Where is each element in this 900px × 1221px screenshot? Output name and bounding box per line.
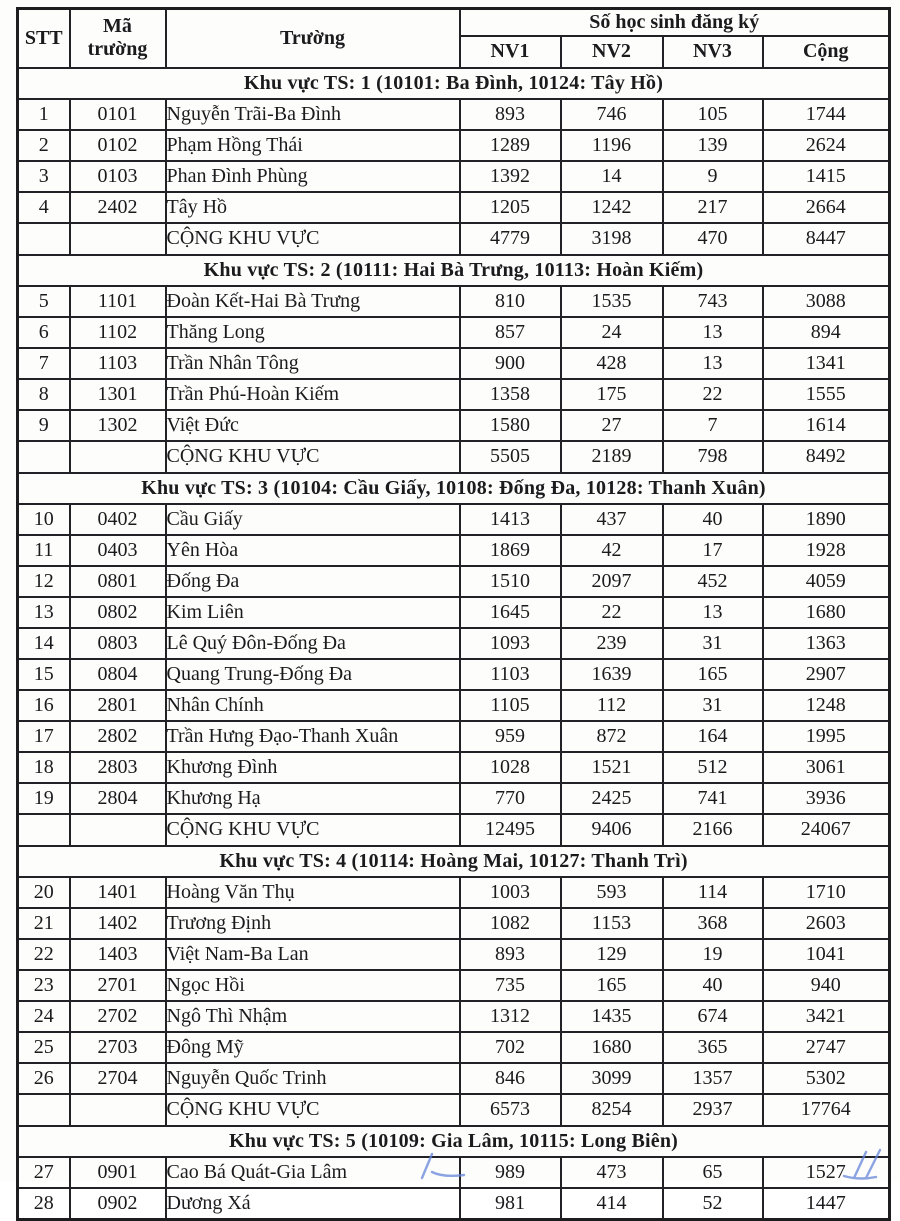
school-code-cell: 0902: [70, 1188, 166, 1220]
section-title: Khu vực TS: 4 (10114: Hoàng Mai, 10127: Thanh Trì): [18, 846, 890, 877]
nv2-cell: 42: [561, 535, 663, 566]
school-code-cell: 1403: [70, 939, 166, 970]
nv3-cell: 13: [663, 348, 763, 379]
nv2-cell: 1242: [561, 192, 663, 223]
table-row: [18, 286, 890, 317]
stt-cell: 4: [18, 192, 70, 223]
nv2-cell: 165: [561, 970, 663, 1001]
table-row: [18, 1032, 890, 1063]
table-body: [18, 68, 890, 1220]
stt-cell: 28: [18, 1188, 70, 1220]
table-row: [18, 348, 890, 379]
nv1-cell: 770: [460, 783, 561, 814]
nv2-cell: 872: [561, 721, 663, 752]
table-row: [18, 1001, 890, 1032]
stt-cell: 14: [18, 628, 70, 659]
school-name-cell: Nhân Chính: [166, 690, 460, 721]
stt-cell: 1: [18, 99, 70, 130]
school-code-cell: 1302: [70, 410, 166, 441]
nv3-cell: 512: [663, 752, 763, 783]
total-nv3-cell: 470: [663, 223, 763, 255]
school-code-cell: 0803: [70, 628, 166, 659]
school-code-cell: 2703: [70, 1032, 166, 1063]
cong-cell: 3936: [763, 783, 890, 814]
school-code-cell: 2804: [70, 783, 166, 814]
school-code-cell: 0901: [70, 1157, 166, 1188]
nv1-cell: 1205: [460, 192, 561, 223]
stt-cell: 6: [18, 317, 70, 348]
stt-cell: 22: [18, 939, 70, 970]
nv1-cell: 702: [460, 1032, 561, 1063]
school-name-cell: Tây Hồ: [166, 192, 460, 223]
stt-cell: 7: [18, 348, 70, 379]
nv1-cell: 1510: [460, 566, 561, 597]
nv1-cell: 1105: [460, 690, 561, 721]
stt-cell: 26: [18, 1063, 70, 1094]
school-code-cell: 2802: [70, 721, 166, 752]
total-nv3-cell: 2166: [663, 814, 763, 846]
school-code-cell: 2701: [70, 970, 166, 1001]
header-ma-truong: [70, 9, 166, 68]
nv2-cell: 1535: [561, 286, 663, 317]
nv3-cell: 31: [663, 628, 763, 659]
school-code-cell: 0103: [70, 161, 166, 192]
cong-cell: 1680: [763, 597, 890, 628]
total-label-cell: CỘNG KHU VỰC: [166, 1094, 460, 1126]
cong-cell: 3088: [763, 286, 890, 317]
total-nv1-cell: 12495: [460, 814, 561, 846]
stt-cell: 21: [18, 908, 70, 939]
school-name-cell: Quang Trung-Đống Đa: [166, 659, 460, 690]
nv1-cell: 1028: [460, 752, 561, 783]
table-row: [18, 597, 890, 628]
stt-cell: 23: [18, 970, 70, 1001]
table-row: [18, 566, 890, 597]
school-name-cell: Khương Hạ: [166, 783, 460, 814]
school-code-cell: 1301: [70, 379, 166, 410]
section-title: Khu vực TS: 1 (10101: Ba Đình, 10124: Tây Hồ): [18, 68, 890, 99]
table-row: [18, 783, 890, 814]
table-row: [18, 410, 890, 441]
nv3-cell: 9: [663, 161, 763, 192]
stt-cell: 8: [18, 379, 70, 410]
table-row: [18, 939, 890, 970]
table-row: [18, 317, 890, 348]
nv2-cell: 746: [561, 99, 663, 130]
nv1-cell: 893: [460, 939, 561, 970]
header-truong: Trường: [166, 9, 460, 68]
stt-cell: 17: [18, 721, 70, 752]
table-row: [18, 1157, 890, 1188]
nv3-cell: 217: [663, 192, 763, 223]
total-cong-cell: 8492: [763, 441, 890, 473]
school-code-cell: 0102: [70, 130, 166, 161]
nv3-cell: 40: [663, 970, 763, 1001]
total-nv1-cell: 5505: [460, 441, 561, 473]
stt-cell: 11: [18, 535, 70, 566]
empty-stt-cell: [18, 223, 70, 255]
school-code-cell: 2803: [70, 752, 166, 783]
total-cong-cell: 17764: [763, 1094, 890, 1126]
nv1-cell: 1093: [460, 628, 561, 659]
nv2-cell: 14: [561, 161, 663, 192]
school-name-cell: Hoàng Văn Thụ: [166, 877, 460, 908]
table-row: [18, 161, 890, 192]
header-so-hoc-sinh: Số học sinh đăng ký: [460, 9, 890, 36]
nv3-cell: 65: [663, 1157, 763, 1188]
empty-stt-cell: [18, 441, 70, 473]
cong-cell: 5302: [763, 1063, 890, 1094]
school-code-cell: 1101: [70, 286, 166, 317]
school-name-cell: Cao Bá Quát-Gia Lâm: [166, 1157, 460, 1188]
cong-cell: 1614: [763, 410, 890, 441]
total-nv1-cell: 6573: [460, 1094, 561, 1126]
total-cong-cell: 24067: [763, 814, 890, 846]
nv3-cell: 743: [663, 286, 763, 317]
school-name-cell: Dương Xá: [166, 1188, 460, 1220]
header-nv3: NV3: [663, 36, 763, 68]
table-row: [18, 192, 890, 223]
nv2-cell: 24: [561, 317, 663, 348]
table-row: [18, 130, 890, 161]
nv1-cell: 846: [460, 1063, 561, 1094]
section-header-row: [18, 846, 890, 877]
table-row: [18, 1188, 890, 1220]
nv2-cell: 437: [561, 504, 663, 535]
school-code-cell: 2402: [70, 192, 166, 223]
school-name-cell: Trương Định: [166, 908, 460, 939]
nv1-cell: 900: [460, 348, 561, 379]
school-name-cell: Trần Hưng Đạo-Thanh Xuân: [166, 721, 460, 752]
cong-cell: 1744: [763, 99, 890, 130]
cong-cell: 1527: [763, 1157, 890, 1188]
nv2-cell: 27: [561, 410, 663, 441]
cong-cell: 1041: [763, 939, 890, 970]
table-header: [18, 9, 890, 68]
school-code-cell: 0801: [70, 566, 166, 597]
nv2-cell: 428: [561, 348, 663, 379]
stt-cell: 12: [18, 566, 70, 597]
nv2-cell: 239: [561, 628, 663, 659]
school-code-cell: 1401: [70, 877, 166, 908]
school-code-cell: 0802: [70, 597, 166, 628]
school-name-cell: Đoàn Kết-Hai Bà Trưng: [166, 286, 460, 317]
section-header-row: [18, 1126, 890, 1157]
table-row: [18, 99, 890, 130]
nv1-cell: 810: [460, 286, 561, 317]
school-code-cell: 2702: [70, 1001, 166, 1032]
stt-cell: 24: [18, 1001, 70, 1032]
table-row: [18, 504, 890, 535]
stt-cell: 20: [18, 877, 70, 908]
cong-cell: 1890: [763, 504, 890, 535]
stt-cell: 15: [18, 659, 70, 690]
header-nv1: NV1: [460, 36, 561, 68]
nv1-cell: 1869: [460, 535, 561, 566]
cong-cell: 1995: [763, 721, 890, 752]
table-row: [18, 721, 890, 752]
nv1-cell: 1103: [460, 659, 561, 690]
nv3-cell: 13: [663, 597, 763, 628]
school-name-cell: Trần Phú-Hoàn Kiếm: [166, 379, 460, 410]
nv3-cell: 452: [663, 566, 763, 597]
total-cong-cell: 8447: [763, 223, 890, 255]
stt-cell: 19: [18, 783, 70, 814]
header-stt: STT: [18, 9, 70, 68]
table-row: [18, 659, 890, 690]
nv3-cell: 52: [663, 1188, 763, 1220]
school-name-cell: Yên Hòa: [166, 535, 460, 566]
nv3-cell: 19: [663, 939, 763, 970]
school-code-cell: 1103: [70, 348, 166, 379]
cong-cell: 1555: [763, 379, 890, 410]
empty-code-cell: [70, 814, 166, 846]
school-name-cell: Phạm Hồng Thái: [166, 130, 460, 161]
school-code-cell: 2704: [70, 1063, 166, 1094]
total-nv3-cell: 798: [663, 441, 763, 473]
nv2-cell: 112: [561, 690, 663, 721]
total-label-cell: CỘNG KHU VỰC: [166, 814, 460, 846]
nv1-cell: 1082: [460, 908, 561, 939]
header-cong: Cộng: [763, 36, 890, 68]
nv2-cell: 22: [561, 597, 663, 628]
school-name-cell: Việt Đức: [166, 410, 460, 441]
nv3-cell: 1357: [663, 1063, 763, 1094]
nv3-cell: 31: [663, 690, 763, 721]
nv1-cell: 893: [460, 99, 561, 130]
region-total-row: [18, 1094, 890, 1126]
school-name-cell: Kim Liên: [166, 597, 460, 628]
cong-cell: 940: [763, 970, 890, 1001]
nv3-cell: 105: [663, 99, 763, 130]
empty-code-cell: [70, 441, 166, 473]
stt-cell: 2: [18, 130, 70, 161]
table-row: [18, 877, 890, 908]
school-name-cell: Đông Mỹ: [166, 1032, 460, 1063]
school-name-cell: Trần Nhân Tông: [166, 348, 460, 379]
nv1-cell: 1358: [460, 379, 561, 410]
nv1-cell: 959: [460, 721, 561, 752]
cong-cell: 1248: [763, 690, 890, 721]
school-name-cell: Khương Đình: [166, 752, 460, 783]
section-header-row: [18, 68, 890, 99]
school-name-cell: Phan Đình Phùng: [166, 161, 460, 192]
nv1-cell: 857: [460, 317, 561, 348]
cong-cell: 4059: [763, 566, 890, 597]
nv3-cell: 114: [663, 877, 763, 908]
section-title: Khu vực TS: 5 (10109: Gia Lâm, 10115: Long Biên): [18, 1126, 890, 1157]
cong-cell: 1928: [763, 535, 890, 566]
school-code-cell: 1102: [70, 317, 166, 348]
school-code-cell: 0402: [70, 504, 166, 535]
stt-cell: 13: [18, 597, 70, 628]
header-ma-truong-label: Mã trường: [87, 15, 148, 61]
nv1-cell: 989: [460, 1157, 561, 1188]
table-row: [18, 1063, 890, 1094]
nv3-cell: 365: [663, 1032, 763, 1063]
region-total-row: [18, 223, 890, 255]
registration-table: [16, 7, 891, 1221]
school-name-cell: Thăng Long: [166, 317, 460, 348]
school-code-cell: 0804: [70, 659, 166, 690]
nv3-cell: 674: [663, 1001, 763, 1032]
section-header-row: [18, 473, 890, 504]
cong-cell: 2664: [763, 192, 890, 223]
table-row: [18, 535, 890, 566]
nv1-cell: 981: [460, 1188, 561, 1220]
region-total-row: [18, 441, 890, 473]
nv1-cell: 1003: [460, 877, 561, 908]
school-name-cell: Cầu Giấy: [166, 504, 460, 535]
nv2-cell: 2425: [561, 783, 663, 814]
school-code-cell: 0101: [70, 99, 166, 130]
nv2-cell: 1680: [561, 1032, 663, 1063]
nv3-cell: 741: [663, 783, 763, 814]
nv3-cell: 40: [663, 504, 763, 535]
stt-cell: 5: [18, 286, 70, 317]
total-label-cell: CỘNG KHU VỰC: [166, 223, 460, 255]
cong-cell: 3421: [763, 1001, 890, 1032]
nv2-cell: 175: [561, 379, 663, 410]
nv2-cell: 593: [561, 877, 663, 908]
nv3-cell: 17: [663, 535, 763, 566]
table-row: [18, 628, 890, 659]
empty-stt-cell: [18, 814, 70, 846]
table-row: [18, 908, 890, 939]
nv1-cell: 1289: [460, 130, 561, 161]
stt-cell: 10: [18, 504, 70, 535]
nv2-cell: 1435: [561, 1001, 663, 1032]
nv1-cell: 1312: [460, 1001, 561, 1032]
cong-cell: 2907: [763, 659, 890, 690]
nv2-cell: 1153: [561, 908, 663, 939]
cong-cell: 1710: [763, 877, 890, 908]
region-total-row: [18, 814, 890, 846]
empty-code-cell: [70, 223, 166, 255]
total-nv2-cell: 9406: [561, 814, 663, 846]
stt-cell: 16: [18, 690, 70, 721]
stt-cell: 3: [18, 161, 70, 192]
section-title: Khu vực TS: 2 (10111: Hai Bà Trưng, 10113: Hoàn Kiếm): [18, 255, 890, 286]
nv3-cell: 165: [663, 659, 763, 690]
school-name-cell: Nguyễn Quốc Trinh: [166, 1063, 460, 1094]
nv1-cell: 1413: [460, 504, 561, 535]
section-header-row: [18, 255, 890, 286]
nv3-cell: 368: [663, 908, 763, 939]
cong-cell: 1447: [763, 1188, 890, 1220]
school-name-cell: Nguyễn Trãi-Ba Đình: [166, 99, 460, 130]
school-name-cell: Lê Quý Đôn-Đống Đa: [166, 628, 460, 659]
nv1-cell: 1645: [460, 597, 561, 628]
nv2-cell: 1521: [561, 752, 663, 783]
school-code-cell: 1402: [70, 908, 166, 939]
stt-cell: 9: [18, 410, 70, 441]
cong-cell: 2624: [763, 130, 890, 161]
nv2-cell: 1639: [561, 659, 663, 690]
nv1-cell: 1392: [460, 161, 561, 192]
school-code-cell: 2801: [70, 690, 166, 721]
cong-cell: 2747: [763, 1032, 890, 1063]
table-row: [18, 752, 890, 783]
nv3-cell: 164: [663, 721, 763, 752]
stt-cell: 18: [18, 752, 70, 783]
nv3-cell: 22: [663, 379, 763, 410]
total-nv1-cell: 4779: [460, 223, 561, 255]
nv2-cell: 473: [561, 1157, 663, 1188]
school-name-cell: Ngọc Hồi: [166, 970, 460, 1001]
nv3-cell: 7: [663, 410, 763, 441]
total-nv3-cell: 2937: [663, 1094, 763, 1126]
section-title: Khu vực TS: 3 (10104: Cầu Giấy, 10108: Đống Đa, 10128: Thanh Xuân): [18, 473, 890, 504]
school-code-cell: 0403: [70, 535, 166, 566]
nv3-cell: 13: [663, 317, 763, 348]
nv1-cell: 735: [460, 970, 561, 1001]
school-name-cell: Việt Nam-Ba Lan: [166, 939, 460, 970]
nv1-cell: 1580: [460, 410, 561, 441]
table-row: [18, 970, 890, 1001]
header-nv2: NV2: [561, 36, 663, 68]
nv2-cell: 3099: [561, 1063, 663, 1094]
nv2-cell: 129: [561, 939, 663, 970]
stt-cell: 25: [18, 1032, 70, 1063]
total-label-cell: CỘNG KHU VỰC: [166, 441, 460, 473]
empty-stt-cell: [18, 1094, 70, 1126]
empty-code-cell: [70, 1094, 166, 1126]
nv3-cell: 139: [663, 130, 763, 161]
nv2-cell: 414: [561, 1188, 663, 1220]
school-name-cell: Ngô Thì Nhậm: [166, 1001, 460, 1032]
nv2-cell: 1196: [561, 130, 663, 161]
cong-cell: 2603: [763, 908, 890, 939]
cong-cell: 894: [763, 317, 890, 348]
cong-cell: 1415: [763, 161, 890, 192]
total-nv2-cell: 3198: [561, 223, 663, 255]
total-nv2-cell: 8254: [561, 1094, 663, 1126]
cong-cell: 3061: [763, 752, 890, 783]
stt-cell: 27: [18, 1157, 70, 1188]
cong-cell: 1363: [763, 628, 890, 659]
table-row: [18, 690, 890, 721]
table-row: [18, 379, 890, 410]
total-nv2-cell: 2189: [561, 441, 663, 473]
school-name-cell: Đống Đa: [166, 566, 460, 597]
nv2-cell: 2097: [561, 566, 663, 597]
cong-cell: 1341: [763, 348, 890, 379]
